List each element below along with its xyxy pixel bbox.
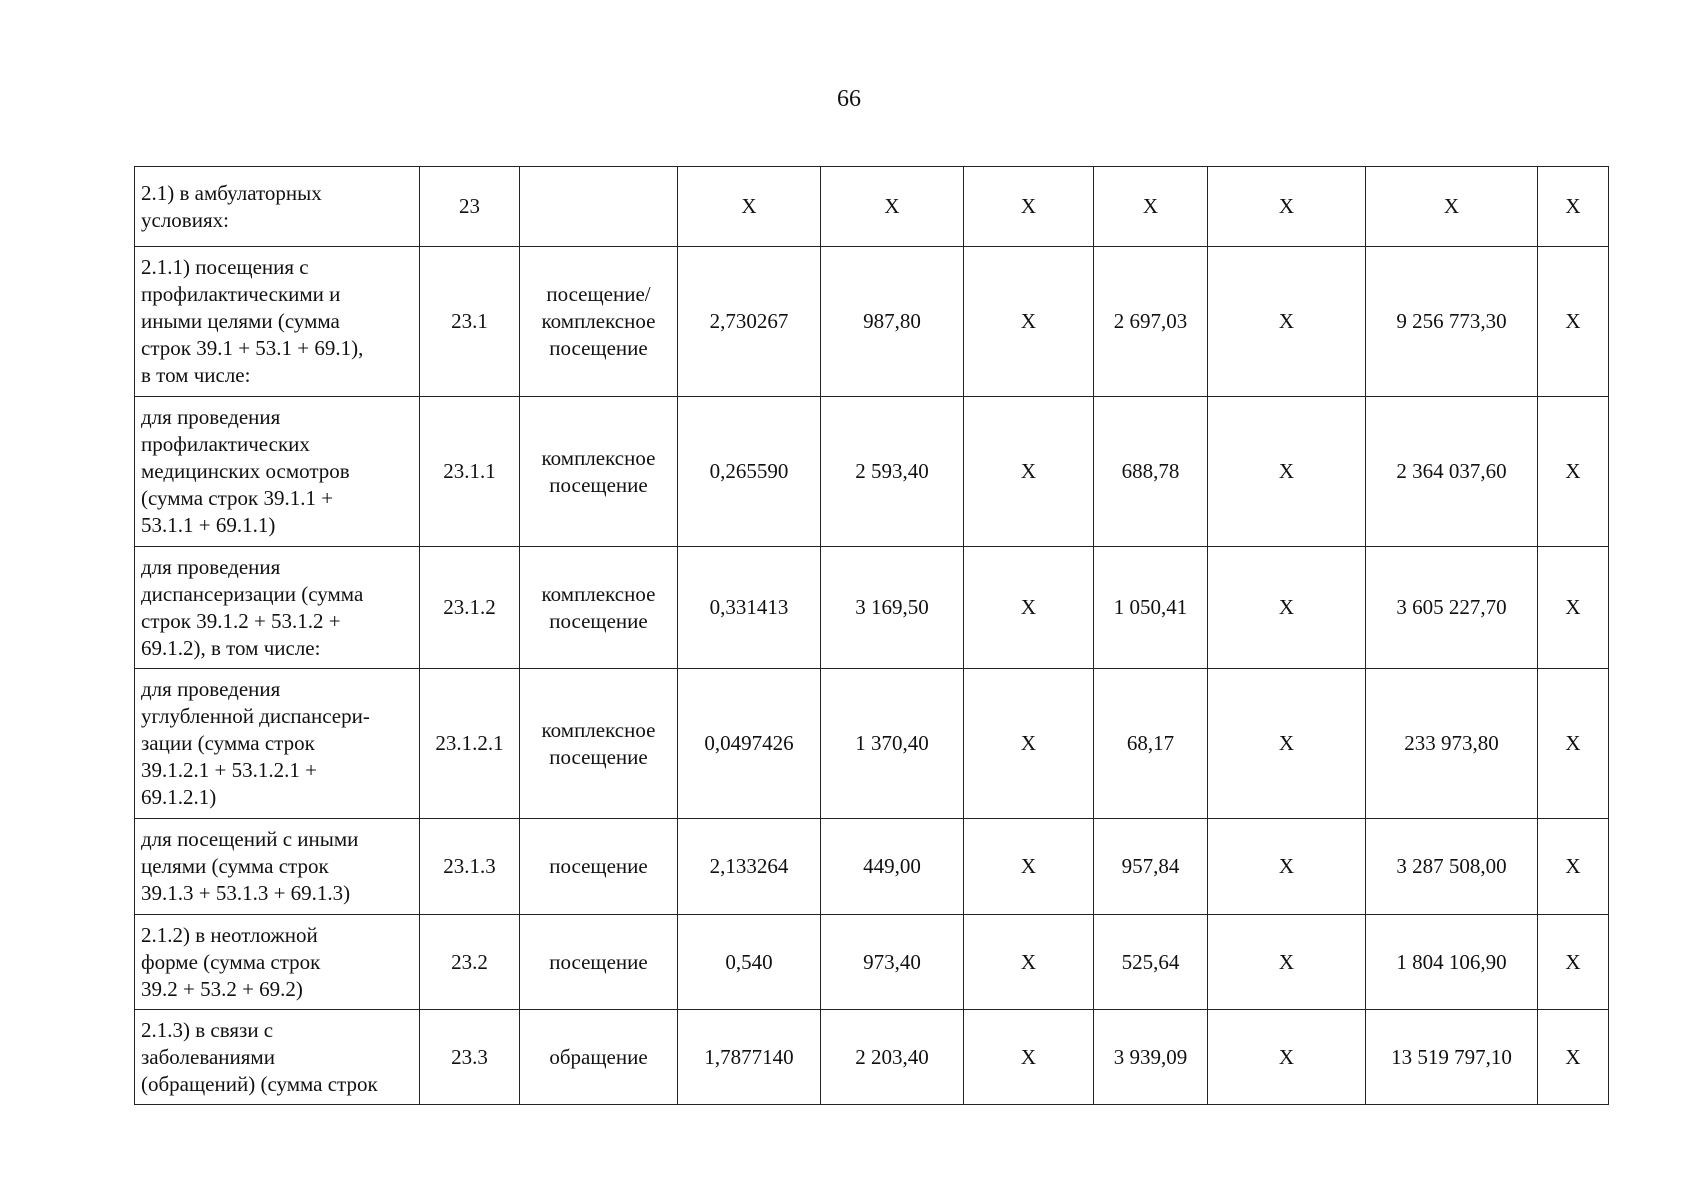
value-cell: Х [964,547,1094,669]
value-cell: 3 169,50 [821,547,964,669]
value-cell: 13 519 797,10 [1366,1010,1538,1105]
row-code-cell: 23.1 [420,247,520,397]
row-code-cell: 23.1.2 [420,547,520,669]
value-cell: Х [964,669,1094,819]
value-cell: 2,133264 [678,819,821,915]
row-unit-cell: комплексное посещение [520,547,678,669]
row-name-cell: 2.1) в амбулаторных условиях: [135,167,420,247]
value-cell: 2 203,40 [821,1010,964,1105]
value-cell: Х [1538,1010,1609,1105]
value-cell: Х [1094,167,1208,247]
value-cell: 1,7877140 [678,1010,821,1105]
table-row [135,397,1609,547]
value-cell: 2 364 037,60 [1366,397,1538,547]
value-cell: 3 605 227,70 [1366,547,1538,669]
table-row [135,547,1609,669]
row-unit-cell: обращение [520,1010,678,1105]
value-cell: Х [964,247,1094,397]
page-number: 66 [837,86,861,112]
row-name-cell: для проведения диспансеризации (сумма строк 39.1.2 + 53.1.2 + 69.1.2), в том числе: [135,547,420,669]
value-cell: 0,540 [678,915,821,1010]
value-cell: 0,265590 [678,397,821,547]
value-cell: 2 697,03 [1094,247,1208,397]
value-cell: 1 804 106,90 [1366,915,1538,1010]
row-unit-cell: посещение [520,915,678,1010]
table-row [135,819,1609,915]
value-cell: 525,64 [1094,915,1208,1010]
row-code-cell: 23.1.3 [420,819,520,915]
row-name-cell: 2.1.3) в связи с заболеваниями (обращений) (сумма строк [135,1010,420,1105]
row-unit-cell: посещение [520,819,678,915]
value-cell: Х [1538,547,1609,669]
value-cell: Х [1208,1010,1366,1105]
value-cell: Х [1538,247,1609,397]
row-name-cell: 2.1.1) посещения с профилактическими и иными целями (сумма строк 39.1 + 53.1 + 69.1), в том числе: [135,247,420,397]
value-cell: Х [1538,819,1609,915]
value-cell: Х [964,915,1094,1010]
value-cell: Х [1538,669,1609,819]
row-name-cell: для проведения профилактических медицинских осмотров (сумма строк 39.1.1 + 53.1.1 + 69.1.1) [135,397,420,547]
value-cell: Х [1208,547,1366,669]
row-name-cell: 2.1.2) в неотложной форме (сумма строк 39.2 + 53.2 + 69.2) [135,915,420,1010]
value-cell: Х [1538,397,1609,547]
table-row [135,247,1609,397]
value-cell: 957,84 [1094,819,1208,915]
row-name-cell: для посещений с иными целями (сумма строк 39.1.3 + 53.1.3 + 69.1.3) [135,819,420,915]
row-code-cell: 23 [420,167,520,247]
value-cell: 233 973,80 [1366,669,1538,819]
row-code-cell: 23.3 [420,1010,520,1105]
value-cell: Х [1538,167,1609,247]
value-cell: Х [964,819,1094,915]
value-cell: 2 593,40 [821,397,964,547]
value-cell: Х [964,1010,1094,1105]
data-table [134,166,1609,1105]
value-cell: Х [1538,915,1609,1010]
table-row [135,167,1609,247]
value-cell: Х [1208,167,1366,247]
value-cell: 0,331413 [678,547,821,669]
value-cell: 0,0497426 [678,669,821,819]
value-cell: 449,00 [821,819,964,915]
value-cell: 2,730267 [678,247,821,397]
table-row [135,1010,1609,1105]
value-cell: Х [678,167,821,247]
row-code-cell: 23.1.2.1 [420,669,520,819]
value-cell: Х [1208,247,1366,397]
value-cell: 9 256 773,30 [1366,247,1538,397]
value-cell: Х [1208,397,1366,547]
value-cell: 3 287 508,00 [1366,819,1538,915]
value-cell: 1 370,40 [821,669,964,819]
table-row [135,669,1609,819]
row-code-cell: 23.1.1 [420,397,520,547]
value-cell: 3 939,09 [1094,1010,1208,1105]
value-cell: Х [1208,915,1366,1010]
row-code-cell: 23.2 [420,915,520,1010]
row-unit-cell: посещение/ комплексное посещение [520,247,678,397]
row-unit-cell [520,167,678,247]
row-name-cell: для проведения углубленной диспансери- зации (сумма строк 39.1.2.1 + 53.1.2.1 + 69.1.2.1) [135,669,420,819]
value-cell: 1 050,41 [1094,547,1208,669]
value-cell: 987,80 [821,247,964,397]
value-cell: Х [1208,819,1366,915]
value-cell: Х [821,167,964,247]
value-cell: Х [964,167,1094,247]
row-unit-cell: комплексное посещение [520,669,678,819]
value-cell: Х [1208,669,1366,819]
value-cell: 68,17 [1094,669,1208,819]
value-cell: Х [964,397,1094,547]
value-cell: Х [1366,167,1538,247]
row-unit-cell: комплексное посещение [520,397,678,547]
value-cell: 688,78 [1094,397,1208,547]
value-cell: 973,40 [821,915,964,1010]
table-row [135,915,1609,1010]
